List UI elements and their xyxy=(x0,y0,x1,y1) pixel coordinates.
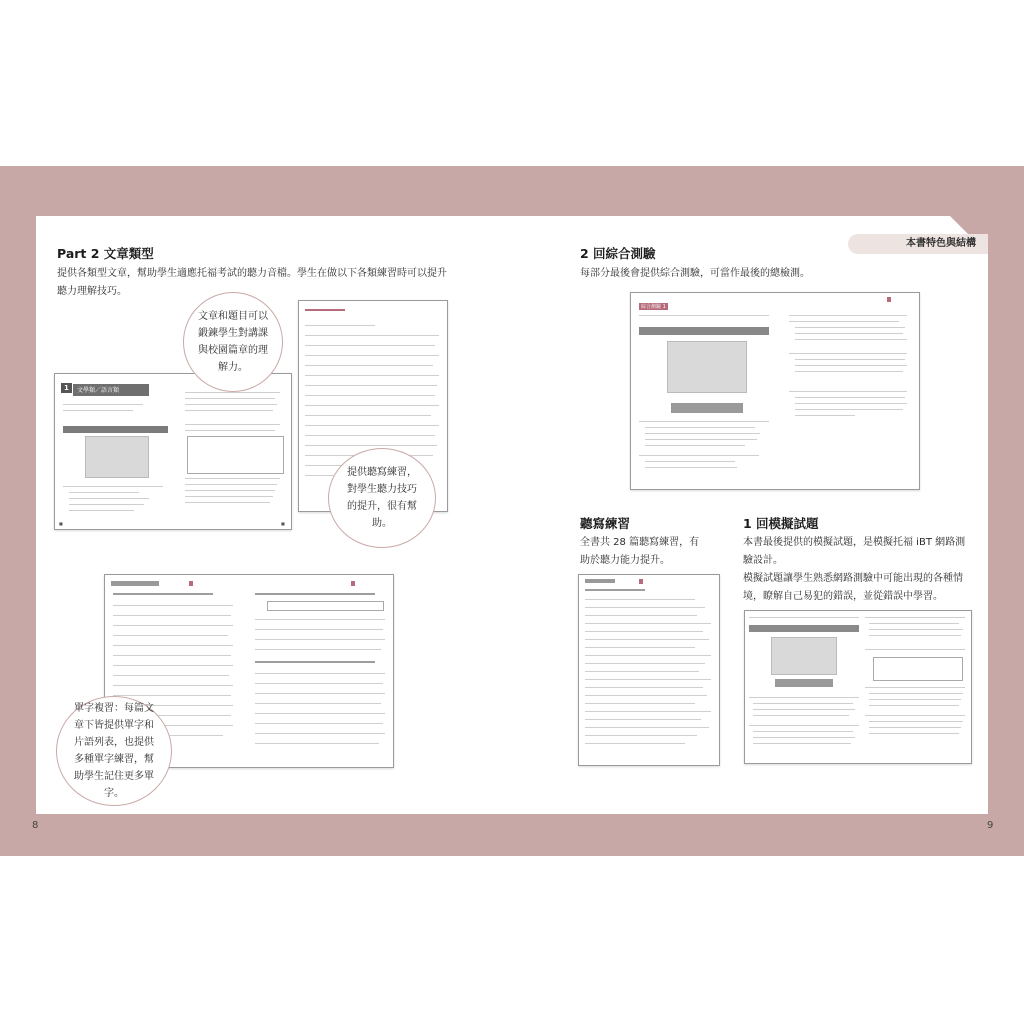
listening-bar xyxy=(63,426,168,433)
thumbnail-unit-page: 1 文學類／語言類 ■ ■ xyxy=(54,373,292,530)
mock-body-1: 本書最後提供的模擬試題，是模擬托福 iBT 網路測驗設計。 xyxy=(743,537,966,566)
mock-title: 1 回模擬試題 xyxy=(743,516,819,531)
mock-photo xyxy=(771,637,837,675)
page-number-right: 9 xyxy=(987,820,994,831)
review-body: 每部分最後會提供綜合測驗，可當作最後的總檢測。 xyxy=(580,268,810,279)
unit-title: 文學類／語言類 xyxy=(77,387,120,394)
dictation-body: 全書共 28 篇聽寫練習，有助於聽力能力提升。 xyxy=(580,537,700,566)
thumbnail-mock-test xyxy=(744,610,972,764)
lecture-photo xyxy=(85,436,149,478)
part2-title: Part 2 文章類型 xyxy=(57,246,154,261)
dictation-title: 聽寫練習 xyxy=(580,516,631,531)
unit-number-badge: 1 xyxy=(61,383,72,393)
page-number-left: 8 xyxy=(32,820,39,831)
section-tab: 本書特色與結構 xyxy=(848,234,988,254)
callout-bubble-dictation: 提供聽寫練習，對學生聽力技巧的提升，很有幫助。 xyxy=(328,448,436,548)
part2-body: 提供各類型文章，幫助學生適應托福考試的聽力音檔。學生在做以下各類練習時可以提升聽力理解技巧。 xyxy=(57,268,447,297)
chart-table xyxy=(187,436,284,474)
review-title: 2 回綜合測驗 xyxy=(580,246,656,261)
thumbnail-review-test xyxy=(630,292,920,490)
review-tag: 綜合測驗 1 xyxy=(641,304,666,310)
mock-body-2: 模擬試題讓學生熟悉網路測驗中可能出現的各種情境，瞭解自己易犯的錯誤，並從錯誤中學習。 xyxy=(743,573,963,602)
conversation-photo xyxy=(667,341,747,393)
callout-bubble-vocab: 單字複習：每篇文章下皆提供單字和片語列表，也提供多種單字練習，幫助學生記住更多單字。 xyxy=(56,696,172,806)
thumbnail-dictation-worksheet xyxy=(578,574,720,766)
callout-bubble-reading: 文章和題目可以鍛鍊學生對講課與校園篇章的理解力。 xyxy=(183,292,283,392)
